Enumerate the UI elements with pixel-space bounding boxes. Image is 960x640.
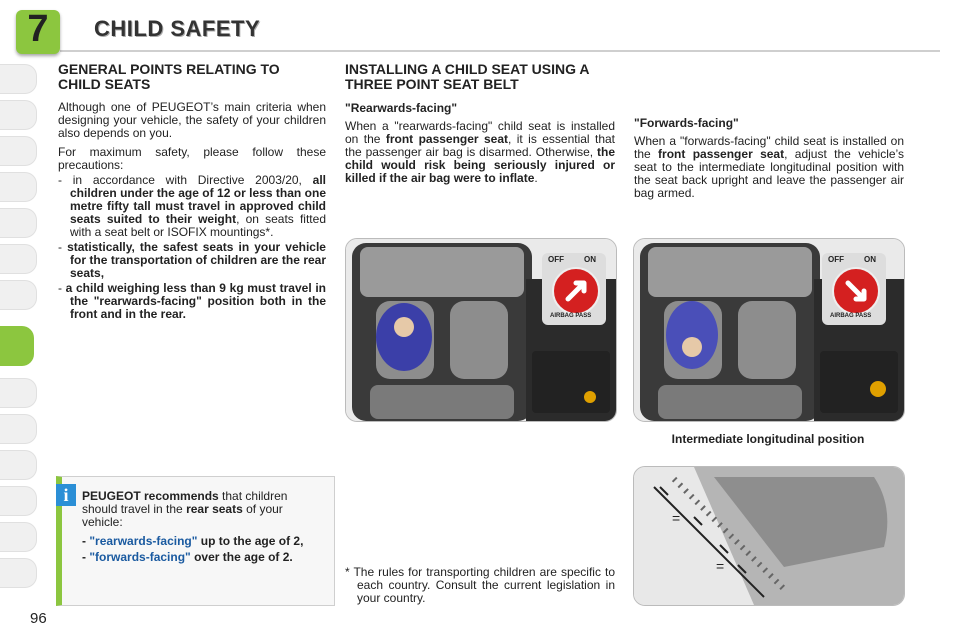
right-column <box>634 117 904 200</box>
recommend-lead: PEUGEOT recommends that children should travel in the rear seats of your vehicle: <box>82 489 288 529</box>
svg-text:=: = <box>716 558 725 574</box>
side-tab[interactable] <box>0 486 37 516</box>
seat-rail-image <box>633 466 905 606</box>
side-tab[interactable] <box>0 100 37 130</box>
airbag-on-label: ON <box>864 255 876 264</box>
recommend-text <box>82 490 322 564</box>
svg-text:=: = <box>672 510 681 526</box>
airbag-switch-panel <box>822 253 886 325</box>
airbag-off-label: OFF <box>828 255 844 264</box>
intro-text: Although one of PEUGEOT’s main criteria when designing your vehicle, the safety of your children also depends on you. <box>58 100 326 140</box>
precaution-item: - a child weighing less than 9 kg must travel in the "rearwards-facing" position both in the front and in the rear. <box>58 281 326 321</box>
side-tab[interactable] <box>0 208 37 238</box>
recommend-item: - "forwards-facing" over the age of 2. <box>82 550 293 564</box>
seat-position-caption: Intermediate longitudinal position <box>671 432 865 446</box>
precaution-item: - in accordance with Directive 2003/20, all children under the age of 12 or less than one metre fifty tall must travel in approved child seats suited to their weight, on seats fitted with a seat belt or ISOFIX mountings*. <box>58 173 326 239</box>
side-tab[interactable] <box>0 450 37 480</box>
side-tab[interactable] <box>0 378 37 408</box>
side-tab-active[interactable] <box>0 326 34 366</box>
forwards-title: "Forwards-facing" <box>634 116 739 130</box>
header-rule <box>60 50 940 52</box>
side-tab[interactable] <box>0 522 37 552</box>
seat-rail-illustration <box>634 467 904 605</box>
rearwards-title: "Rearwards-facing" <box>345 101 458 115</box>
rearwards-text: When a "rearwards-facing" child seat is installed on the front passenger seat, it is essential that the passenger air bag is disarmed. Otherwise, the child would risk being seriously injured or killed if the air bag were to inflate. <box>345 119 615 185</box>
recommend-item: - "rearwards-facing" up to the age of 2, <box>82 534 304 548</box>
footnote-text: * The rules for transporting children are specific to each country. Consult the current legislation in your country. <box>345 565 615 605</box>
install-heading: INSTALLING A CHILD SEAT USING A THREE POINT SEAT BELT <box>345 61 589 92</box>
airbag-switch-panel <box>542 253 606 325</box>
airbag-off-icon <box>552 267 600 315</box>
chapter-number: 7 <box>27 8 49 50</box>
airbag-on-label: ON <box>584 255 596 264</box>
page-number: 96 <box>30 610 47 627</box>
general-heading: GENERAL POINTS RELATING TO CHILD SEATS <box>58 61 280 92</box>
precautions-intro: For maximum safety, please follow these precautions: <box>58 145 326 172</box>
middle-column <box>345 62 615 185</box>
side-tab[interactable] <box>0 558 37 588</box>
side-tab[interactable] <box>0 414 37 444</box>
airbag-caption: AIRBAG PASS <box>550 313 592 319</box>
forwards-image <box>633 238 905 422</box>
side-tab[interactable] <box>0 64 37 94</box>
airbag-caption: AIRBAG PASS <box>830 313 872 319</box>
side-tab[interactable] <box>0 280 37 310</box>
left-column <box>58 62 326 321</box>
side-tab[interactable] <box>0 244 37 274</box>
rearwards-image <box>345 238 617 422</box>
airbag-on-icon <box>832 267 880 315</box>
side-tab[interactable] <box>0 172 37 202</box>
info-icon: i <box>56 484 76 506</box>
side-tab[interactable] <box>0 136 37 166</box>
footnote <box>345 566 615 605</box>
forwards-text: When a "forwards-facing" child seat is installed on the front passenger seat, adjust the vehicle’s seat to the intermediate longitudinal position with the seat back upright and leave the passenger air bag armed. <box>634 134 904 200</box>
page-title: CHILD SAFETY <box>94 16 261 41</box>
airbag-off-label: OFF <box>548 255 564 264</box>
precaution-item: - statistically, the safest seats in your vehicle for the transportation of children are the rear seats, <box>58 240 326 280</box>
